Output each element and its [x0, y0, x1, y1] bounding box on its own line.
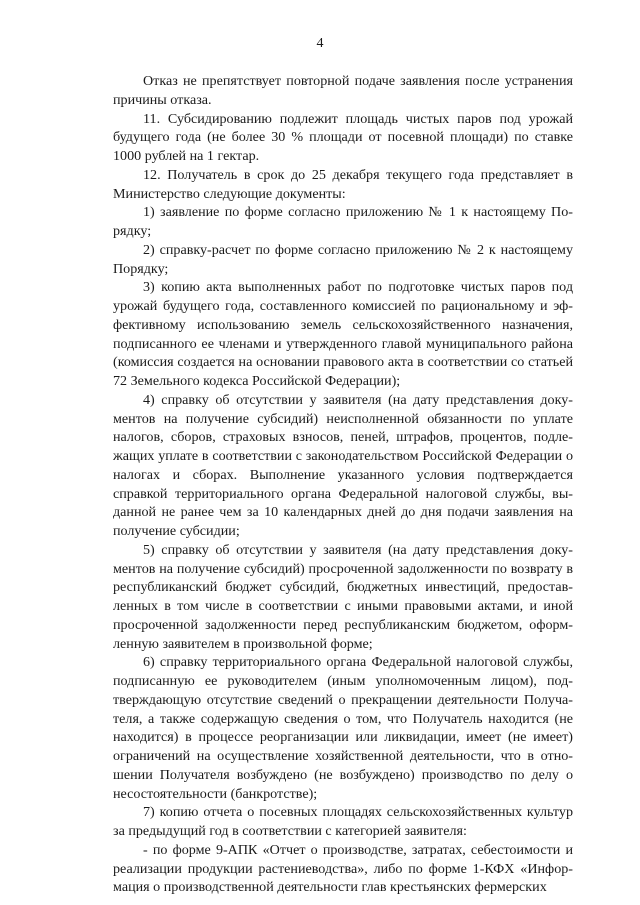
- paragraph-subitem-6: 6) справку территориального органа Федеральной налоговой службы, подписанную ее руководителем (иным уполномоченным лицом), подтверждающую отсутствие сведений о прекращении деятельности Получателя, а также содержащую сведения о том, что Получатель находится (не находится) в процессе реорганизации или ликвидации, имеет (не имеет) ограничений на осуществление хозяйственной деятельности, что в отношении Получателя возбуждено (не возбуждено) производство по делу о несостоятельности (банкротстве);: [113, 654, 573, 802]
- paragraph-subitem-4: 4) справку об отсутствии у заявителя (на дату представления документов на получение субсидий) неисполненной обязанности по уплате налогов, сборов, страховых взносов, пеней, штрафов, процентов, подлежащих уплате в соответствии с законодательством Российской Федерации о налогах и сборах. Выполнение указанного условия подтверждается справкой территориального органа Федеральной налоговой службы, выданной не ранее чем за 10 календарных дней до дня подачи заявления на получение субсидии;: [113, 391, 573, 539]
- paragraph-subitem-7: 7) копию отчета о посевных площадях сельскохозяйственных культур за предыдущий год в соответствии с категорией заявителя:: [113, 804, 573, 839]
- document-body: [113, 72, 573, 897]
- paragraph-subitem-1: 1) заявление по форме согласно приложению № 1 к настоящему Порядку;: [113, 204, 573, 239]
- paragraph-item-11: 11. Субсидированию подлежит площадь чистых паров под урожай будущего года (не более 30 % площади от посевной площади) по ставке 1000 рублей на 1 гектар.: [113, 110, 573, 164]
- paragraph-subitem-5: 5) справку об отсутствии у заявителя (на дату представления документов на получение субсидий) просроченной задолженности по возврату в республиканский бюджет субсидий, бюджетных инвестиций, предоставленных в том числе в соответствии с иными правовыми актами, и иной просроченной задолженности перед республиканским бюджетом, оформленную заявителем в произвольной форме;: [113, 541, 573, 652]
- page-number: 4: [316, 36, 324, 51]
- paragraph-subitem-3: 3) копию акта выполненных работ по подготовке чистых паров под урожай будущего года, составленного комиссией по рациональному и эффективному использованию земель сельскохозяйственного назначения, подписанного ее членами и утвержденного главой муниципального района (комиссия создается на основании правового акта в соответствии со статьей 72 Земельного кодекса Российской Федерации);: [113, 279, 573, 389]
- paragraph-item-12: 12. Получатель в срок до 25 декабря текущего года представляет в Министерство следующие документы:: [113, 166, 573, 202]
- paragraph-refusal-note: Отказ не препятствует повторной подаче заявления после устранения причины отказа.: [113, 73, 573, 108]
- paragraph-subitem-2: 2) справку-расчет по форме согласно приложению № 2 к настоящему Порядку;: [113, 241, 573, 277]
- paragraph-form-list-item: - по форме 9-АПК «Отчет о производстве, затратах, себестоимости и реализации продукции растениеводства», либо по форме 1-КФХ «Информация о производственной деятельности глав крестьянских фермерских: [113, 841, 573, 896]
